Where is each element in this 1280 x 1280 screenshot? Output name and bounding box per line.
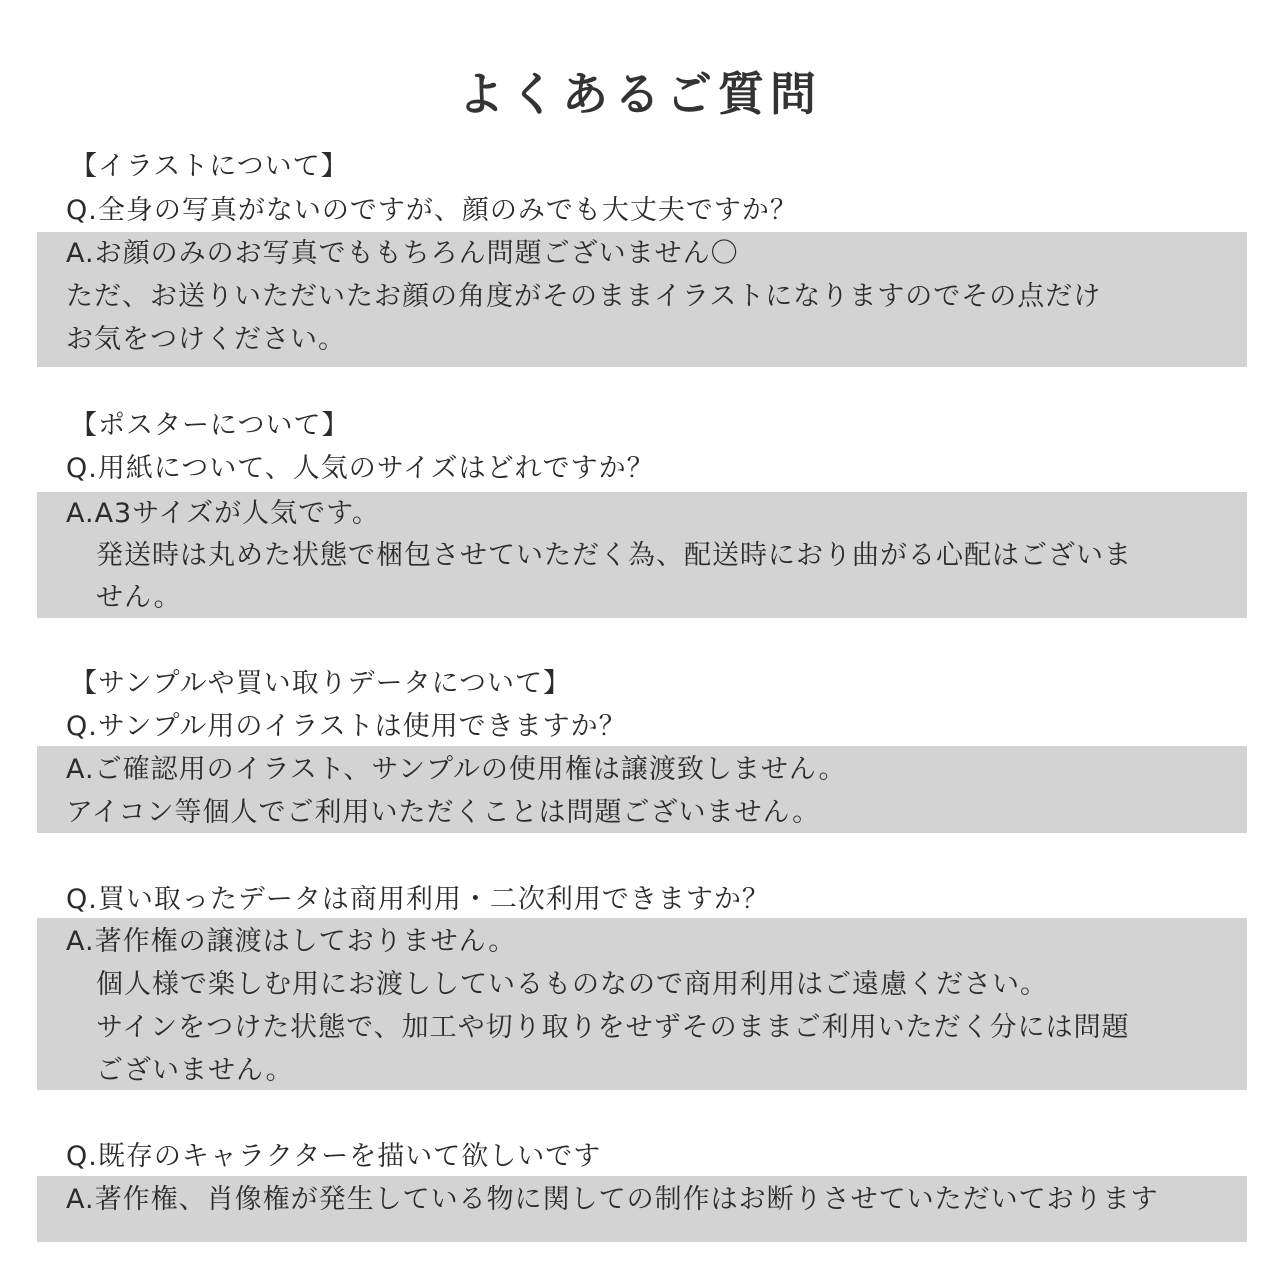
answer-line: 発送時は丸めた状態で梱包させていただく為、配送時におり曲がる心配はございま xyxy=(96,540,1132,571)
answer-box-full-body-photo xyxy=(37,232,1247,367)
answer-line: 個人様で楽しむ用にお渡ししているものなので商用利用はご遠慮ください。 xyxy=(96,969,1048,1000)
answer-box-sample-usage xyxy=(37,746,1247,833)
answer-box-paper-size xyxy=(37,492,1247,618)
question-paper-size: Q.用紙について、人気のサイズはどれですか？ xyxy=(66,453,655,484)
answer-line: A.著作権の譲渡はしておりません。 xyxy=(66,926,517,957)
answer-line: アイコン等個人でご利用いただくことは問題ございません。 xyxy=(66,797,821,828)
section-heading-illustration: 【イラストについて】 xyxy=(70,151,349,182)
answer-line: A.お顔のみのお写真でももちろん問題ございません〇 xyxy=(66,238,739,269)
answer-box-commercial-use xyxy=(37,918,1247,1090)
answer-line: ございません。 xyxy=(96,1055,294,1086)
section-heading-samples-data: 【サンプルや買い取りデータについて】 xyxy=(70,668,572,699)
question-existing-characters: Q.既存のキャラクターを描いて欲しいです xyxy=(66,1141,602,1172)
question-full-body-photo: Q.全身の写真がないのですが、顔のみでも大丈夫ですか？ xyxy=(66,195,798,226)
answer-line: A.ご確認用のイラスト、サンプルの使用権は譲渡致しません。 xyxy=(66,754,847,785)
page-title: よくあるご質問 xyxy=(458,67,822,121)
answer-line: A.著作権、肖像権が発生している物に関しての制作はお断りさせていただいております xyxy=(66,1184,1159,1215)
answer-line: せん。 xyxy=(96,582,182,613)
answer-line: お気をつけください。 xyxy=(66,324,346,355)
answer-box-existing-characters xyxy=(37,1176,1247,1242)
question-sample-usage: Q.サンプル用のイラストは使用できますか？ xyxy=(66,711,627,742)
answer-line: A.A3サイズが人気です。 xyxy=(66,498,380,529)
answer-line: サインをつけた状態で、加工や切り取りをせずそのままご利用いただく分には問題 xyxy=(96,1012,1130,1043)
question-commercial-use: Q.買い取ったデータは商用利用・二次利用できますか？ xyxy=(66,884,770,915)
section-heading-poster: 【ポスターについて】 xyxy=(70,410,350,441)
answer-line: ただ、お送りいただいたお顔の角度がそのままイラストになりますのでその点だけ xyxy=(66,281,1102,312)
